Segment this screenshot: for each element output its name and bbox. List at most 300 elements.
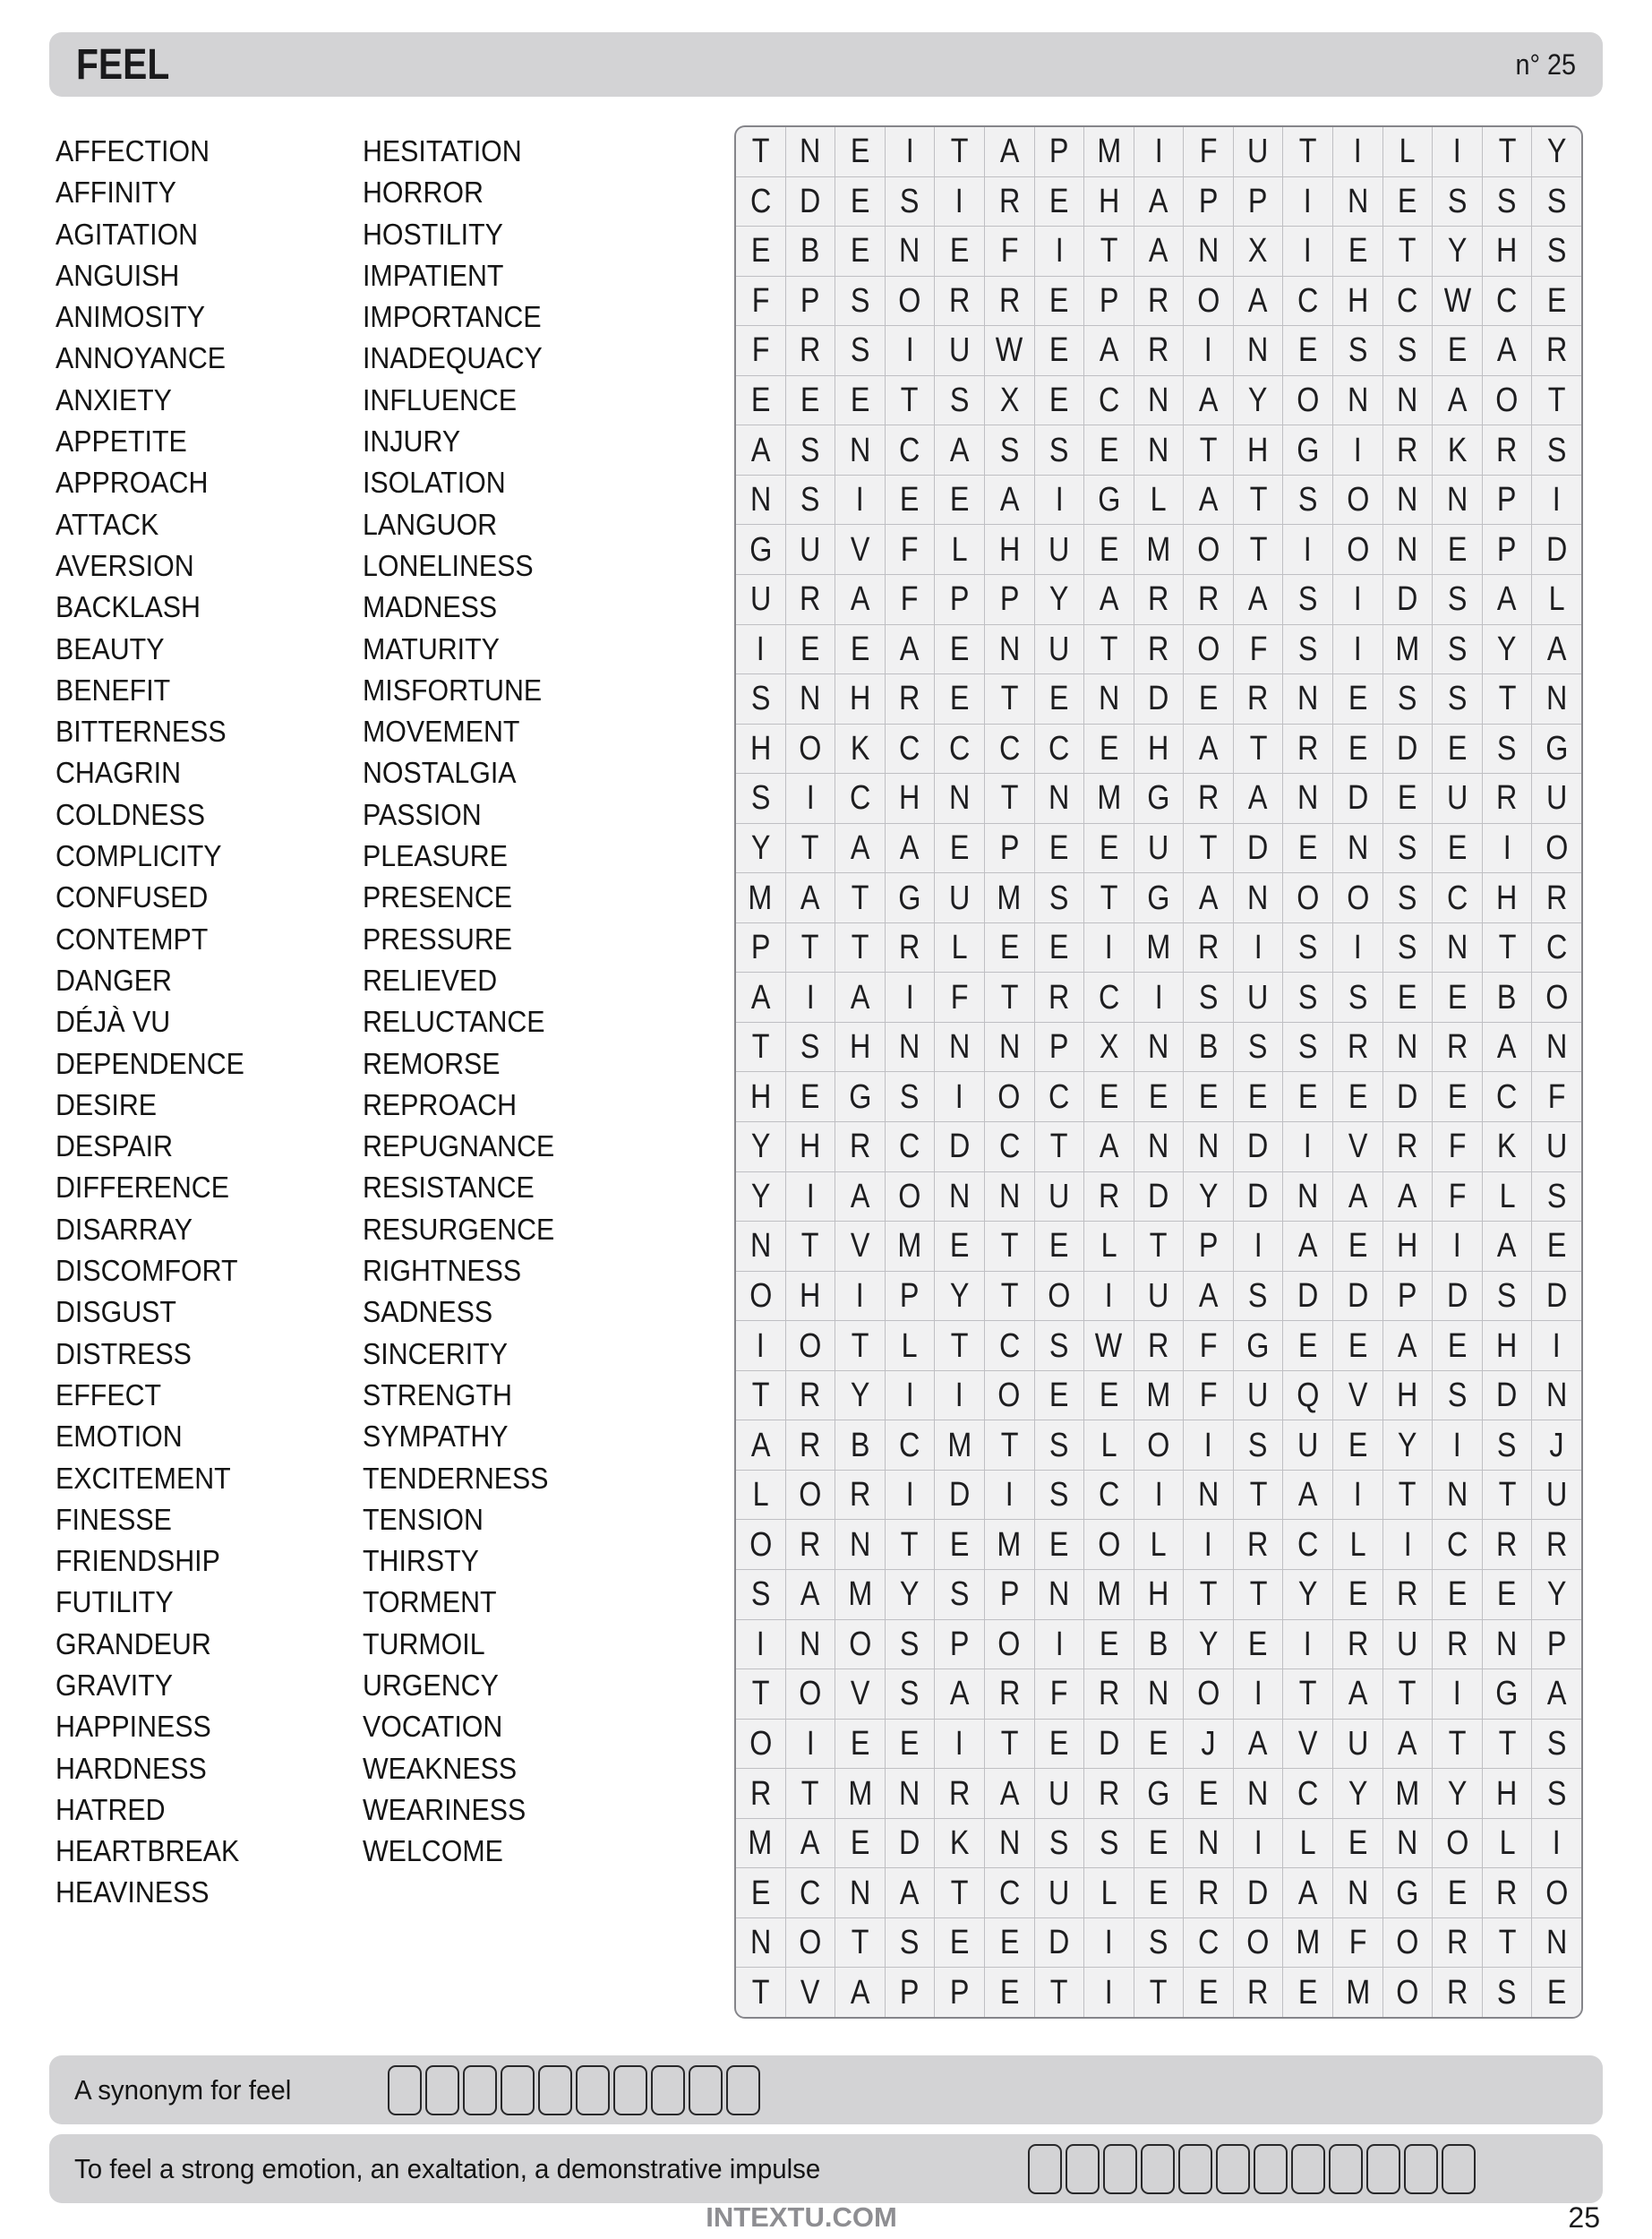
grid-letter: S bbox=[1149, 1924, 1168, 1962]
grid-letter: R bbox=[948, 1774, 971, 1813]
grid-letter: E bbox=[1447, 1575, 1468, 1614]
grid-letter: T bbox=[851, 929, 869, 967]
grid-letter: T bbox=[851, 1924, 869, 1962]
grid-letter: H bbox=[1397, 1227, 1418, 1265]
grid-cell bbox=[786, 1321, 835, 1370]
grid-letter: T bbox=[1049, 1973, 1068, 2012]
grid-cell bbox=[935, 774, 984, 823]
grid-letter: S bbox=[1297, 630, 1318, 668]
grid-cell bbox=[1234, 1420, 1283, 1470]
word-list-item: INJURY bbox=[363, 425, 461, 459]
grid-cell bbox=[1383, 127, 1433, 176]
grid-letter: T bbox=[950, 1326, 969, 1365]
grid-letter: U bbox=[1546, 779, 1568, 818]
grid-letter: N bbox=[899, 1774, 920, 1813]
grid-cell bbox=[1283, 1023, 1332, 1072]
grid-letter: S bbox=[1049, 1824, 1069, 1863]
grid-letter: I bbox=[806, 1177, 815, 1215]
grid-cell bbox=[1532, 1720, 1581, 1769]
grid-letter: C bbox=[998, 1326, 1020, 1365]
grid-cell bbox=[1283, 1868, 1332, 1917]
grid-letter: H bbox=[849, 1028, 871, 1067]
grid-cell bbox=[1483, 625, 1532, 674]
grid-letter: C bbox=[1297, 1774, 1319, 1813]
grid-cell bbox=[835, 873, 885, 922]
grid-letter: D bbox=[1148, 680, 1169, 718]
grid-letter: O bbox=[848, 1625, 872, 1663]
grid-cell bbox=[1084, 625, 1134, 674]
grid-letter: P bbox=[949, 1625, 970, 1663]
grid-cell bbox=[1184, 277, 1233, 326]
grid-letter: S bbox=[1447, 680, 1468, 718]
grid-cell bbox=[1383, 1122, 1433, 1171]
grid-letter: T bbox=[801, 1774, 819, 1813]
word-list-item: COMPLICITY bbox=[56, 839, 222, 873]
grid-cell bbox=[935, 923, 984, 973]
grid-cell bbox=[1234, 824, 1283, 873]
grid-letter: Y bbox=[850, 1377, 870, 1415]
grid-cell bbox=[1035, 923, 1084, 973]
grid-cell bbox=[1134, 1918, 1184, 1968]
grid-letter: A bbox=[1398, 1326, 1417, 1365]
word-list-item: MADNESS bbox=[363, 590, 498, 624]
grid-letter: S bbox=[1497, 1276, 1517, 1315]
word-list-item: LANGUOR bbox=[363, 507, 498, 541]
grid-letter: E bbox=[900, 1724, 920, 1763]
grid-cell bbox=[1532, 923, 1581, 973]
grid-letter: S bbox=[949, 1575, 970, 1614]
grid-cell bbox=[935, 1868, 984, 1917]
grid-cell bbox=[1184, 1868, 1233, 1917]
grid-cell bbox=[1383, 326, 1433, 375]
grid-letter: N bbox=[1546, 1377, 1568, 1415]
grid-cell bbox=[886, 326, 935, 375]
grid-letter: R bbox=[1049, 978, 1070, 1017]
grid-letter: H bbox=[849, 680, 871, 718]
grid-cell bbox=[1234, 1819, 1283, 1868]
grid-letter: E bbox=[750, 232, 771, 270]
grid-letter: C bbox=[749, 182, 771, 220]
grid-cell bbox=[1035, 1918, 1084, 1968]
word-list-item: DISTRESS bbox=[56, 1336, 192, 1370]
grid-letter: S bbox=[1546, 1774, 1567, 1813]
grid-cell bbox=[835, 824, 885, 873]
grid-letter: G bbox=[1545, 729, 1569, 768]
grid-letter: X bbox=[1099, 1028, 1119, 1067]
grid-letter: P bbox=[800, 281, 820, 320]
grid-cell bbox=[1383, 1172, 1433, 1222]
grid-cell bbox=[1134, 1072, 1184, 1121]
grid-cell bbox=[1283, 127, 1332, 176]
grid-letter: H bbox=[1247, 431, 1269, 469]
grid-cell bbox=[1283, 873, 1332, 922]
grid-letter: N bbox=[1446, 929, 1468, 967]
grid-cell bbox=[886, 1918, 935, 1968]
grid-letter: H bbox=[749, 1077, 771, 1116]
grid-letter: S bbox=[1398, 929, 1417, 967]
grid-letter: R bbox=[1247, 1973, 1269, 2012]
grid-cell bbox=[1333, 326, 1382, 375]
word-list-item: PLEASURE bbox=[363, 839, 508, 873]
grid-cell bbox=[1084, 376, 1134, 425]
grid-cell bbox=[1184, 973, 1233, 1022]
grid-cell bbox=[1234, 1371, 1283, 1420]
grid-letter: A bbox=[949, 431, 970, 469]
grid-letter: T bbox=[751, 1377, 770, 1415]
grid-cell bbox=[1483, 376, 1532, 425]
grid-letter: U bbox=[1148, 829, 1169, 867]
grid-cell bbox=[1433, 674, 1482, 724]
grid-cell bbox=[935, 227, 984, 276]
grid-cell bbox=[1134, 1520, 1184, 1569]
grid-cell bbox=[1035, 674, 1084, 724]
word-list-item: VOCATION bbox=[363, 1710, 503, 1744]
grid-cell bbox=[736, 1222, 785, 1271]
grid-letter: R bbox=[1148, 331, 1169, 370]
grid-letter: V bbox=[850, 1675, 870, 1713]
grid-cell bbox=[1433, 326, 1482, 375]
grid-letter: T bbox=[1298, 1675, 1317, 1713]
grid-letter: E bbox=[850, 1824, 870, 1863]
grid-cell bbox=[1184, 1272, 1233, 1321]
word-list-item: ATTACK bbox=[56, 507, 159, 541]
grid-cell bbox=[1483, 923, 1532, 973]
grid-cell bbox=[1084, 1321, 1134, 1370]
grid-cell bbox=[935, 1720, 984, 1769]
word-list-item: FINESSE bbox=[56, 1502, 172, 1536]
grid-letter: P bbox=[1198, 182, 1219, 220]
grid-cell bbox=[935, 525, 984, 574]
grid-letter: Y bbox=[1348, 1774, 1368, 1813]
grid-cell bbox=[1433, 1272, 1482, 1321]
grid-letter: A bbox=[850, 829, 870, 867]
grid-letter: R bbox=[998, 281, 1020, 320]
grid-letter: C bbox=[998, 729, 1020, 768]
grid-cell bbox=[1283, 525, 1332, 574]
grid-letter: N bbox=[1197, 1476, 1220, 1514]
grid-cell bbox=[1383, 1620, 1433, 1669]
grid-cell bbox=[985, 476, 1034, 525]
grid-letter: S bbox=[1049, 1426, 1069, 1464]
grid-letter: N bbox=[1397, 1824, 1418, 1863]
grid-letter: R bbox=[1148, 281, 1169, 320]
grid-cell bbox=[1234, 1023, 1283, 1072]
grid-cell bbox=[1483, 1222, 1532, 1271]
word-list-item: REPUGNANCE bbox=[363, 1129, 555, 1163]
grid-letter: R bbox=[1098, 1774, 1120, 1813]
grid-cell bbox=[1084, 873, 1134, 922]
grid-letter: D bbox=[1546, 530, 1568, 569]
grid-cell bbox=[736, 824, 785, 873]
grid-letter: E bbox=[1099, 1077, 1119, 1116]
grid-letter: C bbox=[998, 1128, 1020, 1166]
grid-cell bbox=[886, 1520, 935, 1569]
grid-letter: M bbox=[1146, 1377, 1171, 1415]
grid-cell bbox=[1483, 1471, 1532, 1520]
grid-cell bbox=[786, 824, 835, 873]
grid-letter: A bbox=[1198, 1276, 1219, 1315]
grid-letter: W bbox=[1095, 1326, 1123, 1365]
word-list-item: THIRSTY bbox=[363, 1544, 479, 1578]
grid-cell bbox=[1333, 1620, 1382, 1669]
clue-text-definition: To feel a strong emotion, an exaltation, a demonstrative impulse bbox=[74, 2152, 821, 2184]
grid-letter: O bbox=[997, 1625, 1021, 1663]
grid-cell bbox=[1234, 1868, 1283, 1917]
grid-cell bbox=[1333, 1520, 1382, 1569]
grid-letter: U bbox=[1247, 133, 1269, 171]
grid-letter: A bbox=[999, 481, 1020, 519]
grid-letter: P bbox=[1398, 1276, 1417, 1315]
grid-cell bbox=[1283, 1222, 1332, 1271]
answer-boxes-definition bbox=[1028, 2144, 1479, 2194]
grid-letter: E bbox=[1149, 1824, 1168, 1863]
grid-cell bbox=[1184, 1420, 1233, 1470]
grid-cell bbox=[786, 1471, 835, 1520]
grid-letter: O bbox=[898, 1177, 921, 1215]
grid-letter: C bbox=[1049, 729, 1070, 768]
grid-cell bbox=[1184, 1968, 1233, 2017]
grid-cell bbox=[736, 376, 785, 425]
grid-cell bbox=[1383, 227, 1433, 276]
grid-letter: W bbox=[995, 331, 1023, 370]
grid-cell bbox=[886, 1321, 935, 1370]
grid-letter: L bbox=[1299, 1824, 1316, 1863]
grid-cell bbox=[935, 674, 984, 724]
grid-cell bbox=[1333, 376, 1382, 425]
grid-cell bbox=[736, 1720, 785, 1769]
grid-letter: E bbox=[1149, 1874, 1168, 1912]
grid-cell bbox=[1283, 1720, 1332, 1769]
grid-letter: E bbox=[750, 382, 771, 420]
word-list-item: AFFECTION bbox=[56, 134, 210, 167]
grid-cell bbox=[1084, 674, 1134, 724]
grid-letter: O bbox=[799, 1476, 822, 1514]
grid-letter: N bbox=[1347, 382, 1369, 420]
grid-letter: U bbox=[800, 530, 821, 569]
grid-cell bbox=[1134, 1570, 1184, 1619]
word-list-item: HARDNESS bbox=[56, 1751, 207, 1785]
grid-cell bbox=[985, 1819, 1034, 1868]
grid-cell bbox=[835, 1272, 885, 1321]
grid-letter: M bbox=[997, 1525, 1022, 1564]
grid-cell bbox=[835, 227, 885, 276]
grid-cell bbox=[985, 873, 1034, 922]
grid-letter: T bbox=[1000, 1276, 1019, 1315]
grid-letter: U bbox=[1049, 630, 1070, 668]
grid-letter: A bbox=[1248, 281, 1268, 320]
grid-cell bbox=[985, 425, 1034, 475]
grid-letter: R bbox=[1247, 1525, 1269, 1564]
grid-cell bbox=[1383, 1769, 1433, 1818]
grid-letter: I bbox=[806, 779, 815, 818]
grid-letter: S bbox=[1398, 829, 1417, 867]
grid-letter: T bbox=[950, 133, 969, 171]
grid-letter: R bbox=[1496, 1874, 1518, 1912]
grid-letter: U bbox=[948, 331, 971, 370]
grid-letter: A bbox=[949, 1675, 970, 1713]
grid-letter: R bbox=[1546, 1525, 1568, 1564]
grid-cell bbox=[1383, 1968, 1433, 2017]
grid-cell bbox=[1234, 575, 1283, 624]
grid-cell bbox=[1433, 1072, 1482, 1121]
grid-cell bbox=[736, 1769, 785, 1818]
grid-cell bbox=[886, 725, 935, 774]
grid-letter: A bbox=[1099, 331, 1119, 370]
grid-cell bbox=[1035, 1570, 1084, 1619]
grid-cell bbox=[1283, 1172, 1332, 1222]
grid-letter: F bbox=[1448, 1177, 1467, 1215]
grid-letter: L bbox=[1349, 1525, 1366, 1564]
grid-cell bbox=[1184, 1072, 1233, 1121]
grid-letter: Y bbox=[1447, 1774, 1468, 1813]
grid-cell bbox=[1283, 575, 1332, 624]
answer-letter-box bbox=[1329, 2144, 1363, 2194]
grid-letter: E bbox=[1049, 1227, 1069, 1265]
grid-cell bbox=[1483, 1669, 1532, 1719]
grid-cell bbox=[1035, 1520, 1084, 1569]
word-list-item: BENEFIT bbox=[56, 673, 171, 707]
grid-cell bbox=[1532, 1420, 1581, 1470]
grid-cell bbox=[1234, 1520, 1283, 1569]
grid-letter: R bbox=[899, 680, 920, 718]
grid-letter: D bbox=[1546, 1276, 1568, 1315]
grid-letter: O bbox=[1197, 1675, 1220, 1713]
grid-cell bbox=[1383, 1868, 1433, 1917]
grid-letter: E bbox=[949, 481, 970, 519]
answer-letter-box bbox=[576, 2065, 610, 2115]
grid-letter: I bbox=[1204, 331, 1213, 370]
grid-letter: I bbox=[1453, 1227, 1462, 1265]
grid-cell bbox=[935, 1072, 984, 1121]
word-list-item: TORMENT bbox=[363, 1585, 497, 1619]
word-list-item: DISCOMFORT bbox=[56, 1254, 238, 1288]
grid-cell bbox=[1184, 1769, 1233, 1818]
grid-letter: D bbox=[1247, 1177, 1269, 1215]
grid-cell bbox=[1383, 1072, 1433, 1121]
grid-cell bbox=[1532, 1222, 1581, 1271]
grid-cell bbox=[786, 575, 835, 624]
grid-cell bbox=[1184, 1620, 1233, 1669]
grid-cell bbox=[736, 674, 785, 724]
grid-letter: T bbox=[1199, 829, 1218, 867]
grid-letter: E bbox=[949, 829, 970, 867]
grid-cell bbox=[1433, 1520, 1482, 1569]
grid-cell bbox=[985, 525, 1034, 574]
grid-letter: E bbox=[1497, 1575, 1517, 1614]
grid-cell bbox=[935, 376, 984, 425]
grid-letter: S bbox=[1049, 431, 1069, 469]
grid-letter: E bbox=[1198, 1973, 1219, 2012]
grid-letter: I bbox=[1353, 133, 1362, 171]
grid-cell bbox=[1134, 1172, 1184, 1222]
grid-letter: A bbox=[850, 1177, 870, 1215]
grid-letter: O bbox=[1346, 530, 1369, 569]
grid-cell bbox=[786, 376, 835, 425]
grid-letter: L bbox=[1151, 481, 1167, 519]
grid-cell bbox=[786, 1272, 835, 1321]
word-list-item: REPROACH bbox=[363, 1087, 518, 1121]
grid-cell bbox=[1333, 873, 1382, 922]
word-list-item: SYMPATHY bbox=[363, 1420, 509, 1454]
grid-letter: E bbox=[1546, 1973, 1567, 2012]
grid-letter: U bbox=[749, 580, 771, 619]
grid-letter: F bbox=[1249, 630, 1268, 668]
grid-letter: F bbox=[1348, 1924, 1367, 1962]
grid-letter: G bbox=[749, 530, 772, 569]
grid-letter: U bbox=[1247, 1377, 1269, 1415]
grid-cell bbox=[886, 625, 935, 674]
grid-cell bbox=[1234, 277, 1283, 326]
grid-letter: N bbox=[1247, 879, 1269, 917]
grid-cell bbox=[985, 575, 1034, 624]
grid-cell bbox=[886, 127, 935, 176]
grid-letter: O bbox=[749, 1276, 772, 1315]
grid-letter: S bbox=[750, 779, 771, 818]
grid-cell bbox=[1084, 1072, 1134, 1121]
grid-cell bbox=[835, 575, 885, 624]
grid-cell bbox=[1184, 425, 1233, 475]
grid-cell bbox=[1283, 1471, 1332, 1520]
grid-letter: M bbox=[997, 879, 1022, 917]
grid-letter: T bbox=[1049, 1128, 1068, 1166]
grid-letter: S bbox=[1297, 929, 1318, 967]
grid-letter: F bbox=[1000, 232, 1019, 270]
grid-cell bbox=[1333, 1769, 1382, 1818]
grid-letter: N bbox=[948, 1028, 971, 1067]
grid-cell bbox=[985, 1669, 1034, 1719]
grid-letter: R bbox=[998, 182, 1020, 220]
grid-letter: S bbox=[850, 281, 870, 320]
grid-cell bbox=[1483, 1172, 1532, 1222]
grid-letter: A bbox=[1198, 481, 1219, 519]
grid-letter: A bbox=[900, 630, 920, 668]
grid-letter: H bbox=[800, 1276, 821, 1315]
grid-cell bbox=[1433, 1371, 1482, 1420]
word-list-item: SINCERITY bbox=[363, 1336, 508, 1370]
grid-letter: N bbox=[1098, 680, 1120, 718]
grid-cell bbox=[1483, 127, 1532, 176]
grid-cell bbox=[985, 625, 1034, 674]
grid-cell bbox=[1084, 525, 1134, 574]
grid-letter: G bbox=[1246, 1326, 1270, 1365]
word-list-item: HEARTBREAK bbox=[56, 1834, 240, 1868]
grid-letter: E bbox=[1447, 1874, 1468, 1912]
grid-letter: T bbox=[751, 1973, 770, 2012]
grid-cell bbox=[935, 575, 984, 624]
grid-cell bbox=[1184, 1520, 1233, 1569]
grid-cell bbox=[886, 774, 935, 823]
grid-cell bbox=[1433, 1570, 1482, 1619]
grid-cell bbox=[835, 1720, 885, 1769]
grid-cell bbox=[1433, 376, 1482, 425]
grid-letter: N bbox=[1049, 779, 1070, 818]
grid-letter: E bbox=[1447, 530, 1468, 569]
grid-letter: D bbox=[1049, 1924, 1070, 1962]
grid-cell bbox=[1134, 425, 1184, 475]
grid-letter: I bbox=[1154, 978, 1163, 1017]
grid-cell bbox=[1532, 1371, 1581, 1420]
grid-cell bbox=[1035, 277, 1084, 326]
grid-cell bbox=[1532, 525, 1581, 574]
grid-letter: A bbox=[1248, 580, 1268, 619]
grid-letter: A bbox=[1248, 1724, 1268, 1763]
grid-cell bbox=[1184, 1669, 1233, 1719]
grid-letter: G bbox=[848, 1077, 872, 1116]
grid-cell bbox=[886, 1072, 935, 1121]
grid-letter: P bbox=[1049, 1028, 1069, 1067]
grid-cell bbox=[1035, 326, 1084, 375]
grid-letter: A bbox=[1348, 1177, 1368, 1215]
